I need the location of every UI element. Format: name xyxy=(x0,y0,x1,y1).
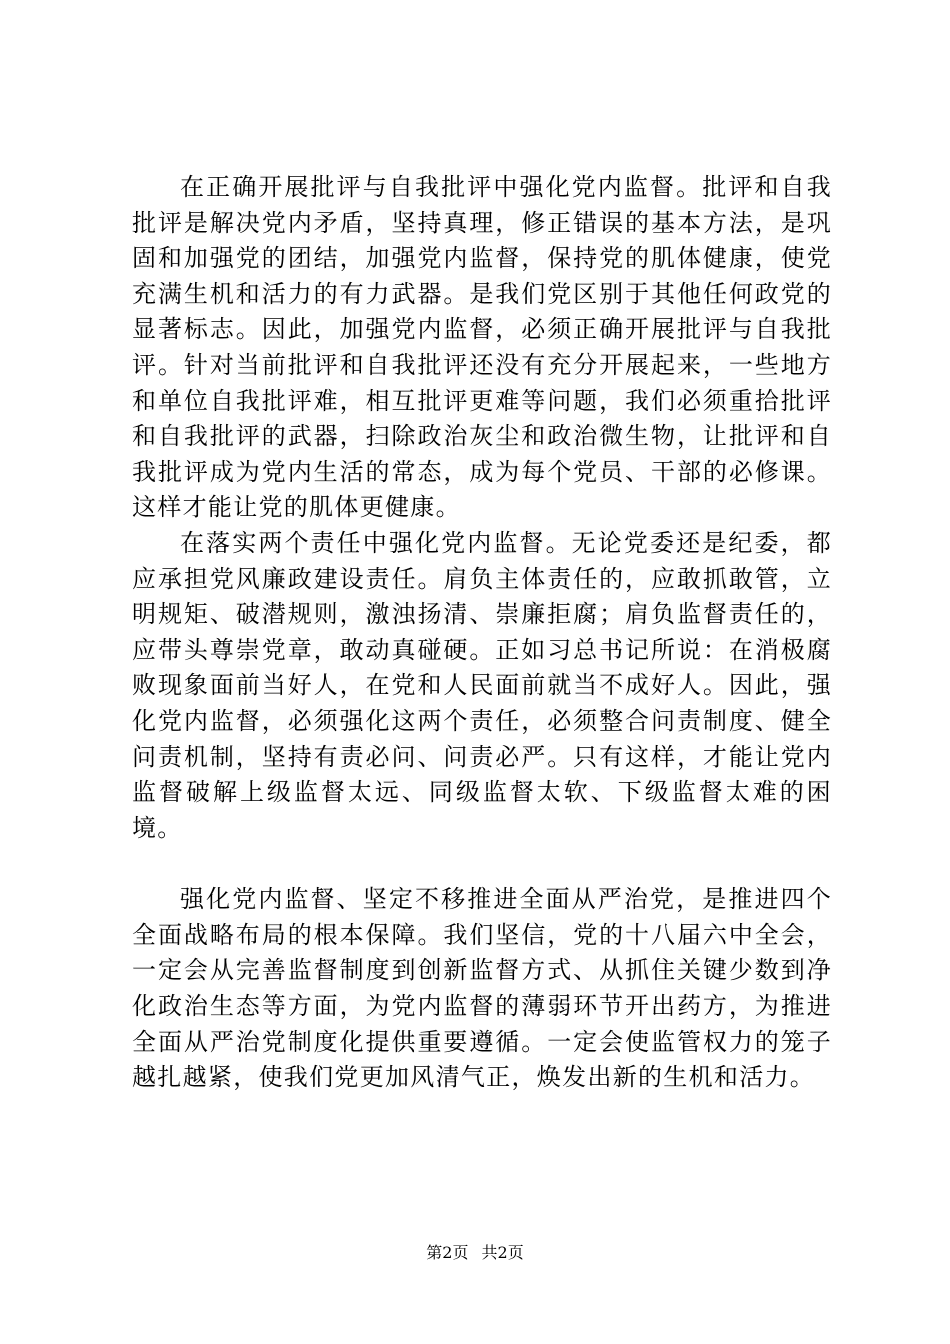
page-number-total: 共2页 xyxy=(481,1243,524,1262)
page-number-current: 第2页 xyxy=(426,1243,469,1262)
paragraph-criticism: 在正确开展批评与自我批评中强化党内监督。批评和自我批评是解决党内矛盾，坚持真理，修正错误的基本方法，是巩固和加强党的团结，加强党内监督，保持党的肌体健康，使党充满生机和活力的有力武器。是我们党区别于其他任何政党的显著标志。因此，加强党内监督，必须正确开展批评与自我批评。针对当前批评和自我批评还没有充分开展起来，一些地方和单位自我批评难，相互批评更难等问题，我们必须重拾批评和自我批评的武器，扫除政治灰尘和政治微生物，让批评和自我批评成为党内生活的常态，成为每个党员、干部的必修课。这样才能让党的肌体更健康。 xyxy=(132,173,832,522)
document-body xyxy=(132,170,832,1096)
page-footer xyxy=(0,1243,950,1263)
paragraph-conclusion: 强化党内监督、坚定不移推进全面从严治党，是推进四个全面战略布局的根本保障。我们坚信，党的十八届六中全会，一定会从完善监督制度到创新监督方式、从抓住关键少数到净化政治生态等方面，为党内监督的薄弱环节开出药方，为推进全面从严治党制度化提供重要遵循。一定会使监管权力的笼子越扎越紧，使我们党更加风清气正，焕发出新的生机和活力。 xyxy=(132,885,832,1092)
paragraph-responsibility: 在落实两个责任中强化党内监督。无论党委还是纪委，都应承担党风廉政建设责任。肩负主体责任的，应敢抓敢管，立明规矩、破潜规则，激浊扬清、崇廉拒腐；肩负监督责任的，应带头尊崇党章，敢动真碰硬。正如习总书记所说：在消极腐败现象面前当好人，在党和人民面前就当不成好人。因此，强化党内监督，必须强化这两个责任，必须整合问责制度、健全问责机制，坚持有责必问、问责必严。只有这样，才能让党内监督破解上级监督太远、同级监督太软、下级监督太难的困境。 xyxy=(132,528,832,842)
